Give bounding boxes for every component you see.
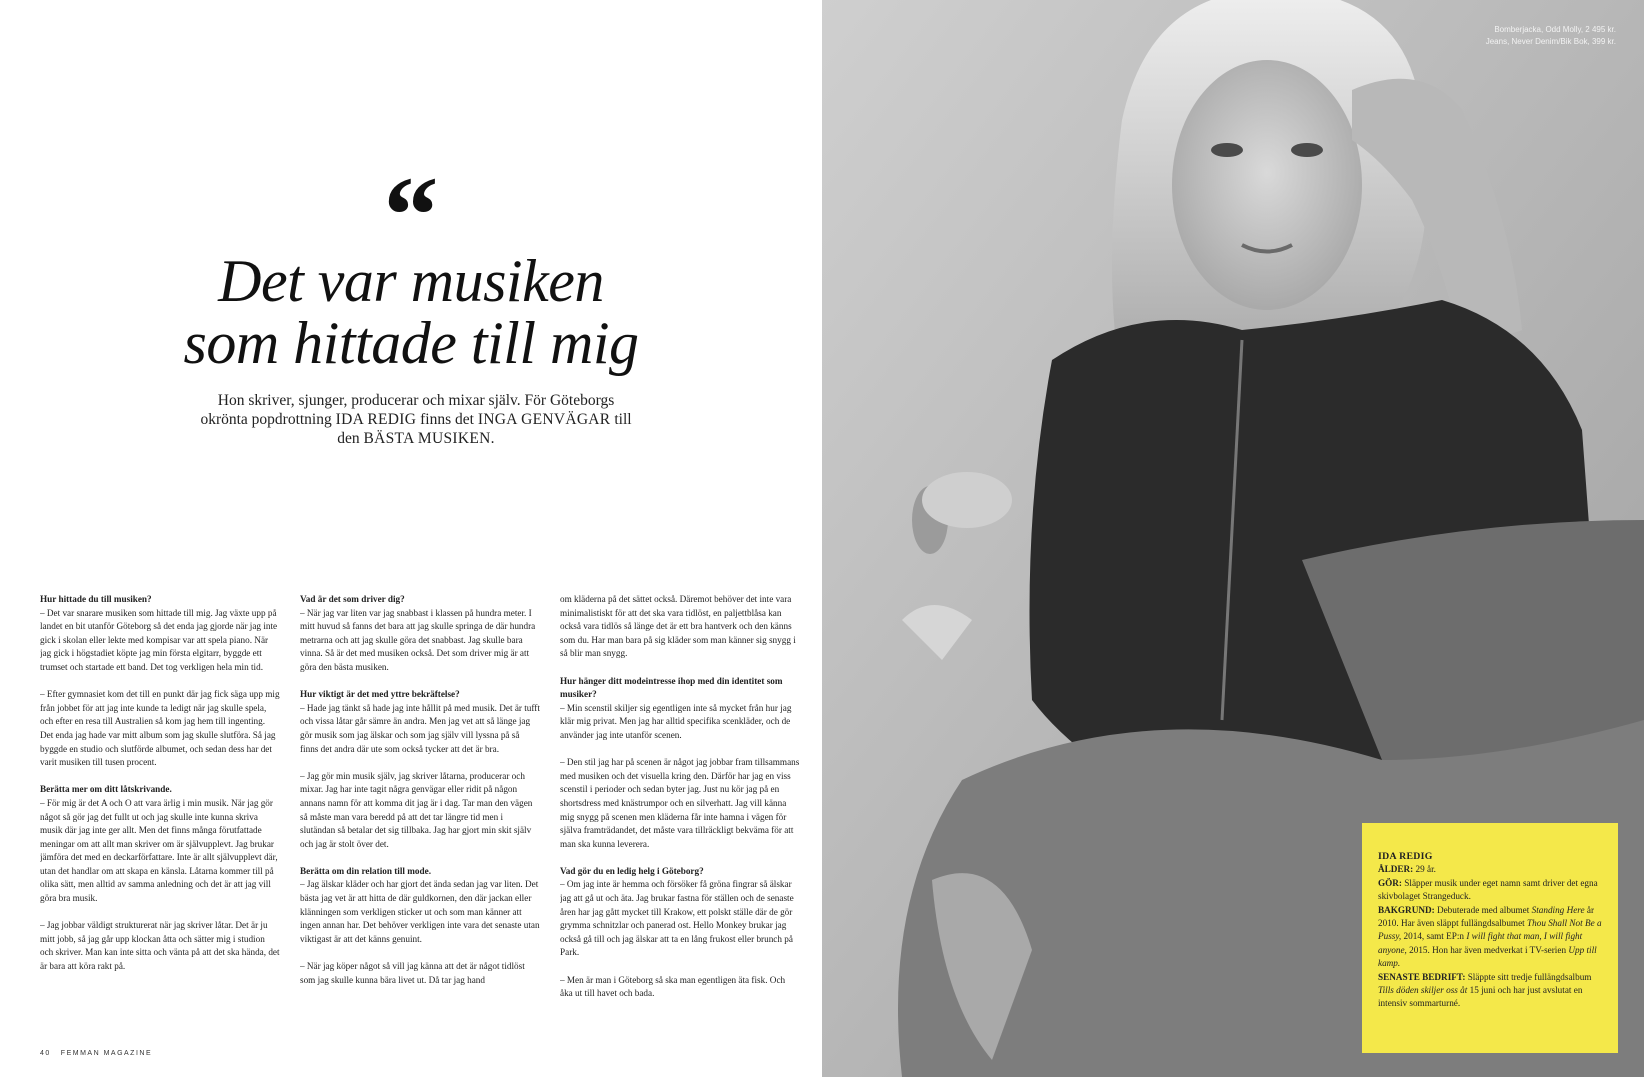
question: Vad gör du en ledig helg i Göteborg? (560, 865, 704, 876)
photo-credit (1396, 24, 1616, 48)
quote-mark: “ (383, 154, 439, 276)
answer: – Om jag inte är hemma och försöker få gröna fingrar så älskar jag att gå ut och äta. Jag brukar fastna för ställen och de senaste åren har jag gått mycket till Krakow, ett polskt ställe där de gör grymma schnitzlar och panerad ost. Hello Monkey brukar jag också gå till och jag älskar att ta en lång frukost eller brunch på Park. (560, 879, 794, 958)
intro-line: Hon skriver, sjunger, producerar och mixar själv. För Göteborgs okrönta popdrottning (200, 392, 615, 428)
headline-line-2: som hittade till mig (183, 310, 639, 376)
value: Släpper musik under eget namn samt driver det egna skivbolaget Strangeduck. (1378, 877, 1598, 902)
paragraph (40, 783, 280, 905)
answer: – Men är man i Göteborg så ska man egentligen äta fisk. Och åka ut till havet och bada. (560, 974, 786, 999)
article-columns (40, 593, 800, 1013)
paragraph (300, 960, 540, 987)
question: Hur viktigt är det med yttre bekräftelse? (300, 689, 460, 700)
question: Hur hänger ditt modeintresse ihop med din identitet som musiker? (560, 675, 783, 700)
question: Hur hittade du till musiken? (40, 594, 152, 604)
answer: – Det var snarare musiken som hittade till mig. Jag växte upp på landet en bit utanför Göteborg så det enda jag gjorde när jag inte gick i skolan eller lekte med kompisar var att spela piano. När jag gick i högstadiet köpte jag min första elgitarr, byggde ett trumset och startade ett band. Det tog verkligen hela min tid. (40, 607, 278, 672)
label: BAKGRUND: (1378, 904, 1435, 915)
intro-name: IDA REDIG (335, 411, 417, 428)
face (1172, 60, 1362, 310)
answer: – Efter gymnasiet kom det till en punkt där jag fick säga upp mig från jobbet för att jag inte kunde ta ledigt när jag skulle spela, och efter en resa till Australien så kom jag hem till ingenting. Det enda jag hade var mitt album som jag skulle slutföra. Så jag byggde en studio och slutförde albumet, och sedan dess har det varit musiken till tusen procent. (40, 689, 280, 768)
intro-caps-2: BÄSTA MUSIKEN. (363, 430, 495, 447)
intro-mid-2: till den (337, 411, 632, 447)
question: Berätta mer om ditt låtskrivande. (40, 784, 172, 795)
paragraph (40, 919, 280, 973)
paragraph (560, 593, 800, 661)
folio (40, 1050, 162, 1057)
album-title: Thou Shall Not Be a Pussy, (1378, 918, 1602, 942)
column-2 (300, 593, 540, 1013)
tv-title: Upp till kamp. (1378, 944, 1597, 969)
factbox-does (1378, 877, 1604, 904)
magazine-name: FEMMAN MAGAZINE (60, 1050, 153, 1057)
headline (40, 250, 782, 374)
paragraph (300, 865, 540, 947)
paragraph (560, 675, 800, 743)
paragraph (300, 688, 540, 756)
answer: – Jag jobbar väldigt strukturerat när jag skriver låtar. Det är ju mitt jobb, så jag går upp klockan åtta och sätter mig i studion och skriver. Man kan inte sitta och vänta på att det ska hända, det är bara att köra rakt på. (40, 920, 280, 972)
value: år 2010. Har även släppt fullängdsalbumet (1378, 904, 1595, 929)
headline-line-1: Det var musiken (218, 248, 604, 314)
answer: – Jag älskar kläder och har gjort det ända sedan jag var liten. Det bästa jag vet är att hitta de där guldkornen, den där jackan eller klänningen som verkligen sticker ut och som man känner att ingen annan har. Det behöver verkligen inte vara det senaste utan viktigast är att det känns genuint. (300, 879, 540, 944)
value: Debuterade med albumet (1436, 904, 1530, 915)
factbox-age (1378, 863, 1604, 876)
label: ÅLDER: (1378, 864, 1414, 875)
column-3 (560, 593, 800, 1013)
paragraph (40, 688, 280, 770)
credit-line-2: Jeans, Never Denim/Bik Bok, 399 kr. (1485, 37, 1616, 46)
paragraph (560, 756, 800, 851)
intro-text (200, 391, 632, 448)
question: Vad är det som driver dig? (300, 594, 405, 604)
answer: – När jag köper något så vill jag känna att det är något tidlöst som jag skulle kunna bära livet ut. Då tar jag hand (300, 961, 525, 985)
value: Släppte sitt tredje fullängdsalbum (1467, 971, 1592, 982)
answer: – Hade jag tänkt så hade jag inte hållit på med musik. Det är tufft och vissa låtar går sämre än andra. Men jag vet att så länge jag gör musik som jag älskar och som jag själv vill lyssna på så finns det andra där ute som också tycker att det är bra. (300, 702, 540, 754)
answer: – Jag gör min musik själv, jag skriver låtarna, producerar och mixar. Jag har inte tagit några genvägar eller ridit på någon annans namn för att komma dit jag är i dag. Tar man den vägen så måste man vara beredd på att det tar längre tid men i slutändan så betalar det sig tillbaka. Jag har gjort min skit själv och jag är stolt över det. (300, 770, 533, 849)
column-1 (40, 593, 280, 1013)
value: 15 juni och har just avslutat en intensiv sommarturné. (1378, 985, 1583, 1009)
answer: om kläderna på det sättet också. Däremot behöver det inte vara minimalistiskt för att det ska vara tidlöst, en paljettblåsa kan också vara tidlös så länge det är ett bra hantverk och den känns som du. Har man bara på sig kläder som man känner sig snygg i så blir man snygg. (560, 594, 796, 659)
album-title: Tills döden skiljer oss åt (1378, 985, 1468, 996)
answer: – Min scenstil skiljer sig egentligen inte så mycket från hur jag klär mig privat. Men jag har alltid specifika scenkläder, och de använder jag inte utanför scenen. (560, 702, 792, 740)
album-title: Standing Here (1531, 904, 1585, 915)
answer: – För mig är det A och O att vara ärlig i min musik. När jag gör något så gör jag det fullt ut och jag skulle inte kunna skriva musik där jag inte ger allt. Men det finns många förutfattade meningar om att allt man skriver om är självupplevt. Jag brukar jämföra det med en deckarförfattare. Inte är allt självupplevt där, utan det handlar om att skapa en känsla. Låtarna kommer till på olika sätt, men alltid av samma anledning och det är att jag vill göra bra musik. (40, 797, 278, 904)
question: Berätta om din relation till mode. (300, 865, 431, 876)
ep-title: I will fight that man, I will fight anyone, (1378, 931, 1583, 955)
intro-caps-1: INGA GENVÄGAR (477, 411, 611, 428)
paragraph (560, 865, 800, 960)
paragraph (40, 593, 280, 675)
label: SENASTE BEDRIFT: (1378, 971, 1466, 982)
fact-box (1362, 823, 1618, 1053)
paragraph (560, 974, 800, 1001)
factbox-background (1378, 904, 1604, 971)
page-number: 40 (40, 1050, 51, 1057)
paragraph (300, 770, 540, 852)
factbox-name: IDA REDIG (1378, 851, 1433, 862)
value: 29 år. (1415, 864, 1436, 875)
intro-mid: finns det (420, 411, 474, 428)
label: GÖR: (1378, 877, 1402, 888)
value: 2015. Hon har även medverkat i TV-serien (1409, 944, 1567, 955)
value: 2014, samt EP:n (1403, 931, 1465, 942)
answer: – Den stil jag har på scenen är något jag jobbar fram tillsammans med musiken och det visuella kring den. Därför har jag en viss scenstil i perioder och sedan byter jag. Just nu kör jag på en shortsdress med knästrumpor och en silverhatt. Jag vill känna mig snygg på scenen men kläderna får inte hamna i vägen för själva framträdandet, det måste vara tillräckligt bekväma för att man ska kunna leverera. (560, 757, 800, 849)
credit-line-1: Bomberjacka, Odd Molly, 2 495 kr. (1494, 25, 1616, 34)
paragraph (300, 593, 540, 675)
factbox-achievement (1378, 971, 1604, 1011)
answer: – När jag var liten var jag snabbast i klassen på hundra meter. I mitt huvud så fanns det bara att jag skulle springa de där hundra metrarna och att jag skulle göra det snabbast. Jag skulle bara vinna. Så är det med musiken också. Det som driver mig är att göra den bästa musiken. (300, 607, 536, 672)
